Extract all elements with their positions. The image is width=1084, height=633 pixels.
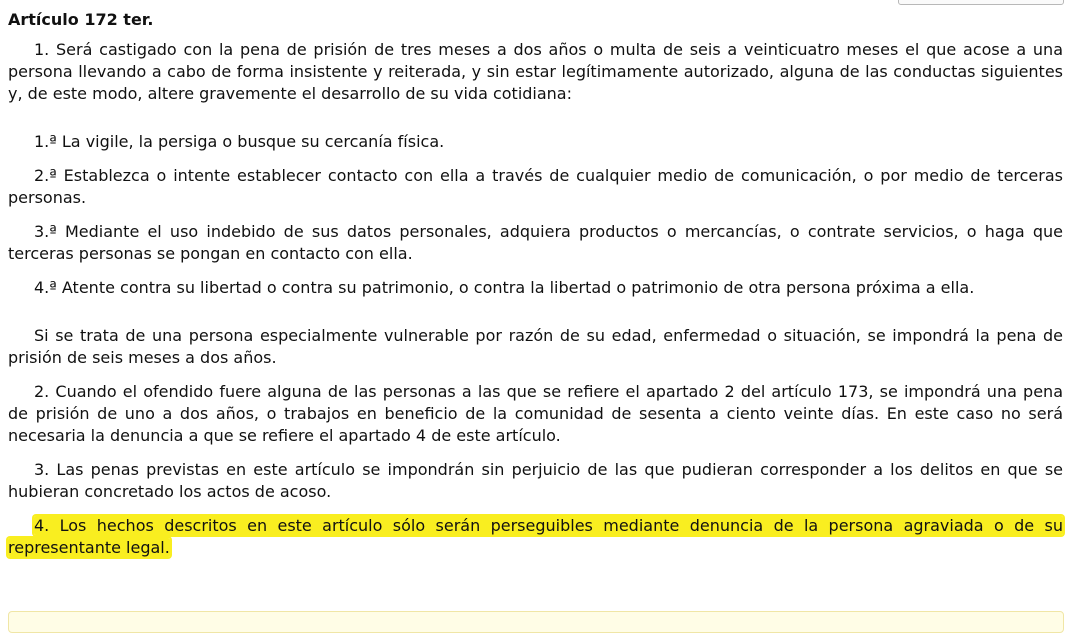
- paragraph-item-1: 1.ª La vigile, la persiga o busque su cercanía física.: [34, 132, 445, 151]
- article-title: Artículo 172 ter.: [8, 10, 154, 29]
- paragraph-item-3: 3.ª Mediante el uso indebido de sus datos personales, adquiera productos o mercancías, o contrate servicios, o haga que terceras personas se pongan en contacto con ella.: [8, 222, 1063, 263]
- paragraph-item-2: 2.ª Establezca o intente establecer contacto con ella a través de cualquier medio de comunicación, o por medio de terceras personas.: [8, 166, 1063, 207]
- paragraph-vulnerable: Si se trata de una persona especialmente vulnerable por razón de su edad, enfermedad o situación, se impondrá la pena de prisión de seis meses a dos años.: [8, 326, 1063, 367]
- article-section: [8, 10, 1063, 559]
- top-partial-button[interactable]: [898, 0, 1064, 5]
- paragraph-3: 3. Las penas previstas en este artículo se impondrán sin perjuicio de las que pudieran corresponder a los delitos en que se hubieran concretado los actos de acoso.: [8, 460, 1063, 501]
- paragraph-4-highlighted: [8, 515, 1063, 559]
- note-box: [8, 611, 1064, 633]
- paragraph-1: 1. Será castigado con la pena de prisión de tres meses a dos años o multa de seis a veinticuatro meses el que acose a una persona llevando a cabo de forma insistente y reiterada, y sin estar legítimamente autorizado, alguna de las conductas siguientes y, de este modo, altere gravemente el desarrollo de su vida cotidiana:: [8, 40, 1063, 103]
- highlight-mark: 4. Los hechos descritos en este artículo sólo serán perseguibles mediante denuncia de la persona agraviada o de su representante legal.: [8, 516, 1063, 557]
- paragraph-2: 2. Cuando el ofendido fuere alguna de las personas a las que se refiere el apartado 2 del artículo 173, se impondrá una pena de prisión de uno a dos años, o trabajos en beneficio de la comunidad de sesenta a ciento veinte días. En este caso no será necesaria la denuncia a que se refiere el apartado 4 de este artículo.: [8, 382, 1063, 445]
- paragraph-item-4: 4.ª Atente contra su libertad o contra su patrimonio, o contra la libertad o patrimonio de otra persona próxima a ella.: [34, 278, 975, 297]
